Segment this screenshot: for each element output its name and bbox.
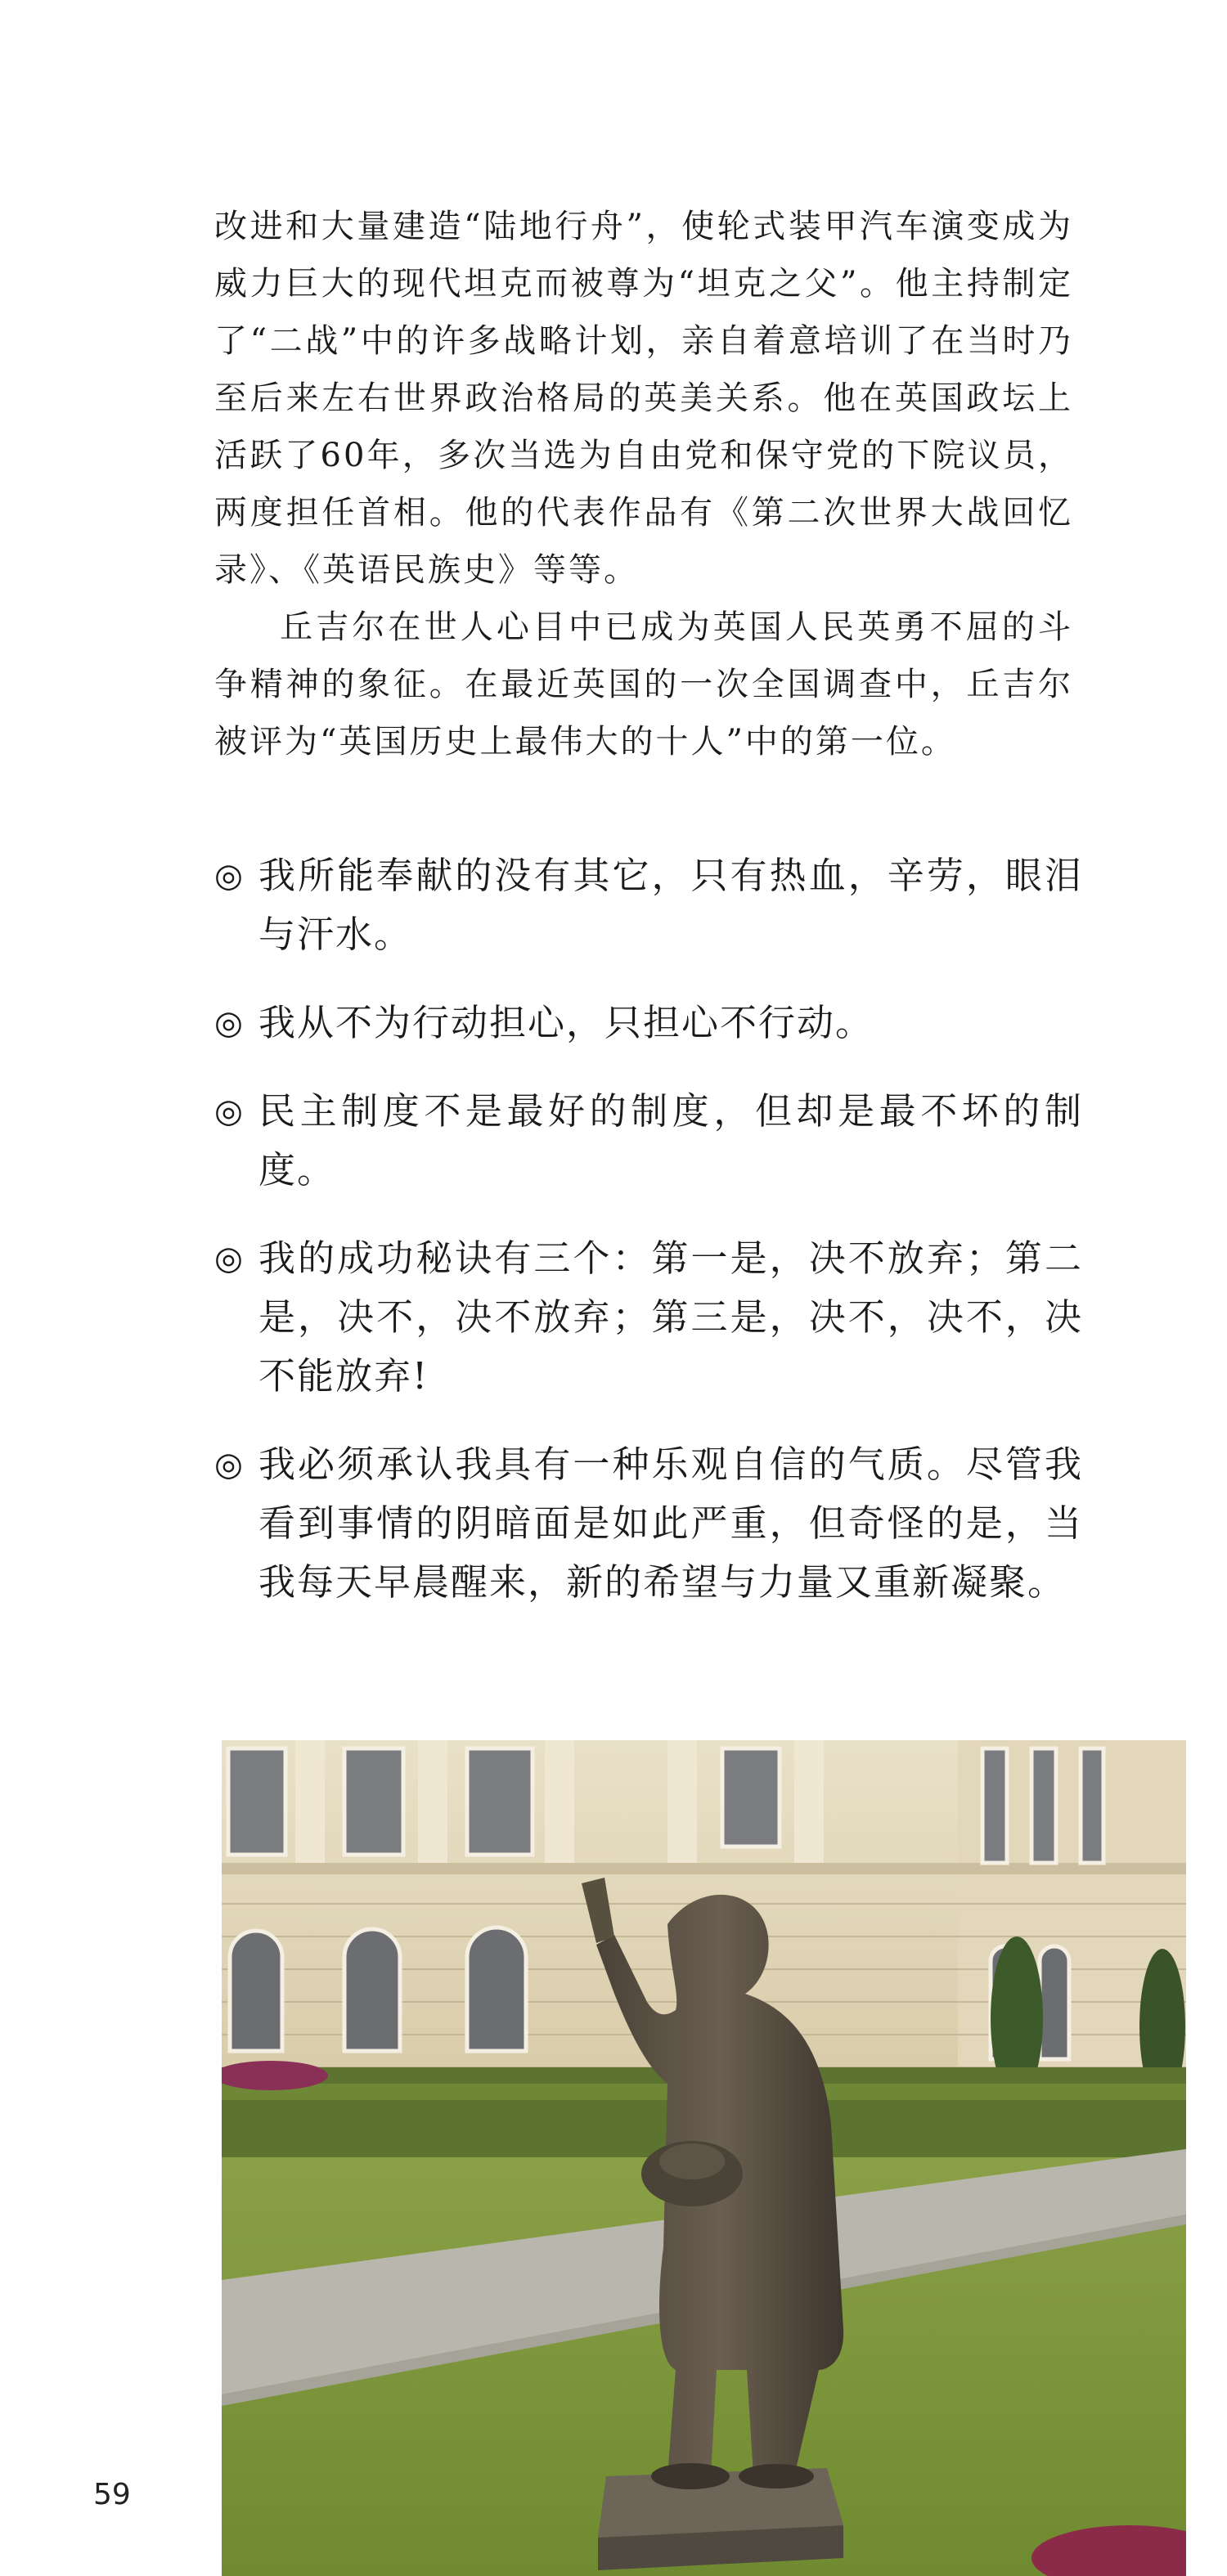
quote-item (214, 846, 1083, 964)
quotes-list (214, 846, 1083, 1641)
bullet-icon: ◎ (214, 1093, 245, 1130)
quote-text: 民主制度不是最好的制度，但却是最不坏的制度。 (258, 1089, 1083, 1192)
bullet-icon: ◎ (214, 1446, 245, 1483)
quote-text: 我必须承认我具有一种乐观自信的气质。尽管我看到事情的阴暗面是如此严重，但奇怪的是，当我每天早晨醒来，新的希望与力量又重新凝聚。 (258, 1443, 1083, 1604)
quote-text: 我从不为行动担心，只担心不行动。 (258, 1001, 874, 1044)
quote-item (214, 1082, 1083, 1200)
page-number: 59 (93, 2478, 131, 2511)
quote-text: 我的成功秘诀有三个：第一是，决不放弃；第二是，决不，决不放弃；第三是，决不，决不，决不能放弃! (258, 1236, 1083, 1398)
bullet-icon: ◎ (214, 1240, 245, 1277)
bullet-icon: ◎ (214, 1004, 245, 1042)
biography-paragraph: 改进和大量建造“陆地行舟”，使轮式装甲汽车演变成为威力巨大的现代坦克而被尊为“坦克之父”。他主持制定了“二战”中的许多战略计划，亲自着意培训了在当时乃至后来左右世界政治格局的英美关系。他在英国政坛上活跃了60年，多次当选为自由党和保守党的下院议员，两度担任首相。他的代表作品有《第二次世界大战回忆录》、《英语民族史》等等。 (214, 208, 1073, 589)
bullet-icon: ◎ (214, 857, 245, 895)
biography-paragraph: 丘吉尔在世人心目中已成为英国人民英勇不屈的斗争精神的象征。在最近英国的一次全国调查中，丘吉尔被评为“英国历史上最伟大的十人”中的第一位。 (214, 608, 1073, 761)
quote-item (214, 1229, 1083, 1406)
quote-item (214, 1435, 1083, 1612)
biography-text (214, 198, 1073, 770)
quote-item (214, 994, 1083, 1052)
quote-text: 我所能奉献的没有其它，只有热血，辛劳，眼泪与汗水。 (258, 854, 1083, 956)
statue-photo (222, 1740, 1186, 2576)
